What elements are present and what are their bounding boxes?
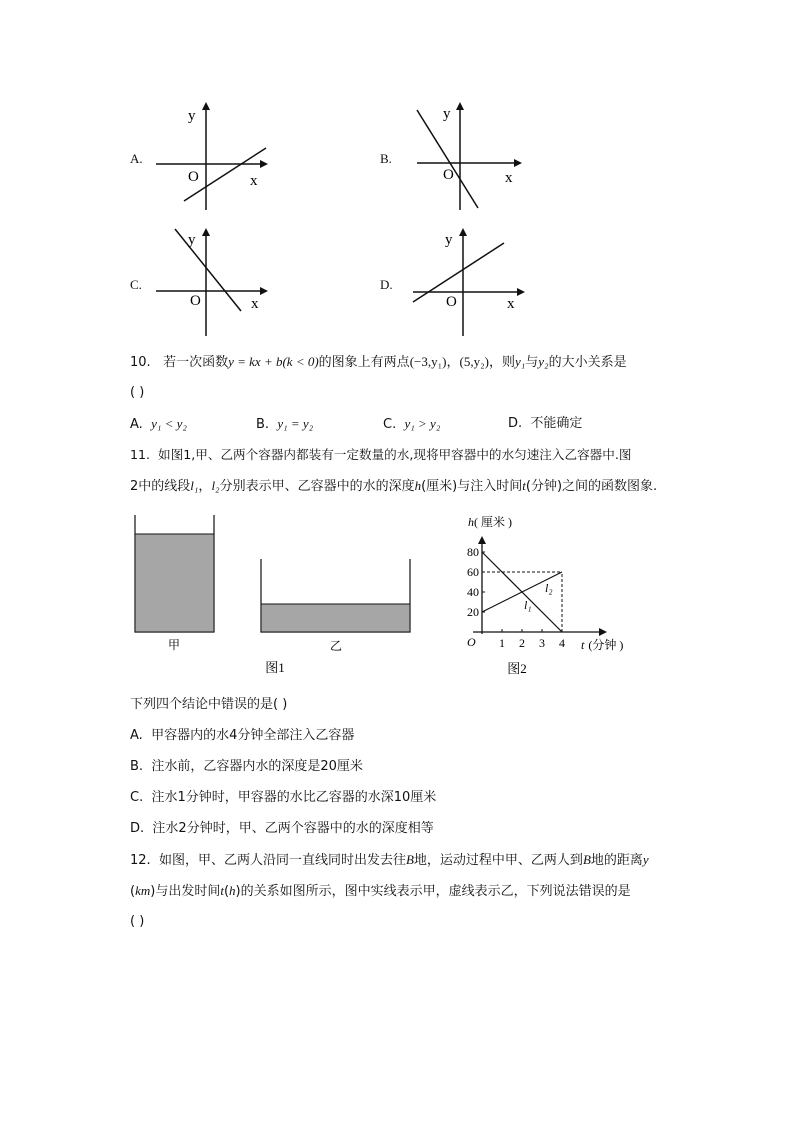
label-yi: 乙 [329,639,343,653]
text: ( [223,884,230,899]
text: (分钟)之间的函数图象. [525,479,658,494]
option-letter: B. [130,759,144,774]
chart-label-l1: l₁ [524,598,532,612]
km-unit: km [135,883,151,898]
option-letter: D. [130,821,145,836]
y-axis-label: y [445,232,453,248]
option-letter: A. [130,417,143,432]
y-axis-label: y [188,108,196,124]
q11-option-c [130,789,436,807]
q10-point2: (5,y₂) [459,354,489,369]
q11-option-b [130,758,363,776]
option-text: 注水1分钟时，甲容器的水比乙容器的水深10厘米 [151,790,437,805]
q10-stem-mid2: ，则 [488,355,515,370]
q10-comma: ， [446,355,460,370]
y-tick-label: 60 [467,565,479,579]
x-tick-label: 1 [499,636,505,650]
label-jia: 甲 [167,638,181,652]
origin-label: O [188,169,199,185]
x-axis-label: x [250,173,258,189]
q10-stem [130,353,627,372]
y-tick-label: 40 [467,585,479,599]
option-letter: C. [383,417,397,432]
h-symbol: h [414,478,422,493]
x-tick-label: 2 [519,636,525,650]
figure-1-containers [128,512,418,680]
origin-label: O [446,294,457,310]
text: 如图，甲、乙两人沿同一直线同时出发去往 [158,853,406,868]
x-label-unit: (分钟 ) [588,638,624,652]
q10-number: 10. [130,355,151,370]
q10-option-d [508,415,582,433]
text: ， [198,479,212,494]
q12-answer-paren: ( ) [130,914,145,929]
figure-2-caption: 图2 [507,661,527,676]
option-text: y₁ = y₂ [277,416,314,431]
x-axis-label: x [505,170,513,186]
b-symbol: B [405,852,414,867]
function-line [417,110,478,208]
x-axis-label: x [251,296,259,312]
water-jia [135,534,214,632]
text: 地，运动过程中甲、乙两人到 [413,853,583,868]
q10-stem-mid: 的图象上有两点 [318,355,410,370]
origin-label: O [443,167,454,183]
option-text: 不能确定 [530,416,583,431]
b-symbol: B [582,852,591,867]
graph-option-d [405,224,535,339]
q10-function: y = kx + b(k < 0) [228,354,319,369]
function-line [175,229,241,311]
option-text: y₁ < y₂ [151,416,187,431]
y-tick-label: 80 [467,545,479,559]
option-letter: C. [130,790,144,805]
y-label-var: h [468,515,474,529]
q10-stem-pre: 若一次函数 [163,355,229,370]
q12-stem-line1 [130,851,649,870]
l2-symbol: l₂ [211,478,220,493]
q12-stem-line2 [130,882,631,901]
function-line [413,243,504,302]
text: 地的距离 [590,853,643,868]
text: (厘米)与注入时间 [421,479,523,494]
chart-origin: O [467,635,476,649]
q11-stem-line2 [130,477,657,496]
q10-point1: (−3,y₁) [409,354,447,369]
chart-x-label [581,637,623,652]
q10-answer-paren: ( ) [130,385,145,400]
option-text: 注水前，乙容器内水的深度是20厘米 [151,759,363,774]
q12-number: 12. [130,853,151,868]
water-yi [261,604,410,632]
figure-2-chart [455,512,655,680]
option-d-letter: D. [380,277,393,292]
option-b-letter: B. [380,151,392,166]
option-text: y₁ > y₂ [404,416,441,431]
graph-option-a [148,98,278,213]
q10-y1: y₁ [514,354,526,369]
figure-1-caption: 图1 [265,660,285,675]
q10-option-c [383,415,440,434]
q11-option-d [130,820,434,838]
option-a-letter: A. [130,151,143,166]
q11-question: 下列四个结论中错误的是( ) [130,697,288,712]
text: )的关系如图所示，图中实线表示甲，虚线表示乙，下列说法错误的是 [235,884,631,899]
text: )与出发时间 [150,884,221,899]
option-c-letter: C. [130,277,142,292]
option-text: 甲容器内的水4分钟全部注入乙容器 [151,728,355,743]
option-letter: D. [508,416,523,431]
x-tick-label: 4 [559,636,565,650]
q10-option-a [130,415,187,434]
q11-option-a [130,727,354,745]
y-symbol: y [642,852,649,867]
option-text: 注水2分钟时，甲、乙两个容器中的水的深度相等 [152,821,434,836]
t-symbol: t [522,478,526,493]
h-unit: h [229,883,236,898]
text: ( [130,884,136,899]
q10-stem-end: 的大小关系是 [548,355,627,370]
y-axis-label: y [443,106,451,122]
x-axis-label: x [507,296,515,312]
y-label-unit: ( 厘米 ) [474,515,512,529]
l1-symbol: l₁ [190,478,199,493]
text: 分别表示甲、乙容器中的水的深度 [219,479,415,494]
y-axis-label: y [188,232,196,248]
t-symbol: t [220,883,224,898]
x-label-var: t [581,638,585,652]
q11-line1: 如图1,甲、乙两个容器内都装有一定数量的水,现将甲容器中的水匀速注入乙容器中.图 [158,447,632,462]
x-tick-label: 3 [539,636,545,650]
chart-y-label [468,514,512,529]
chart-label-l2: l₂ [545,581,553,595]
graph-option-c [148,224,278,339]
text: 2中的线段 [130,479,191,494]
y-tick-label: 20 [467,605,479,619]
graph-option-b [405,98,535,213]
origin-label: O [190,293,201,309]
option-letter: B. [256,417,270,432]
option-letter: A. [130,728,143,743]
q11-number: 11. [130,447,151,462]
q10-option-b [256,415,313,434]
q11-stem-line1 [130,446,631,464]
q10-yu: 与 [525,355,539,370]
q10-y2: y₂ [538,354,549,369]
